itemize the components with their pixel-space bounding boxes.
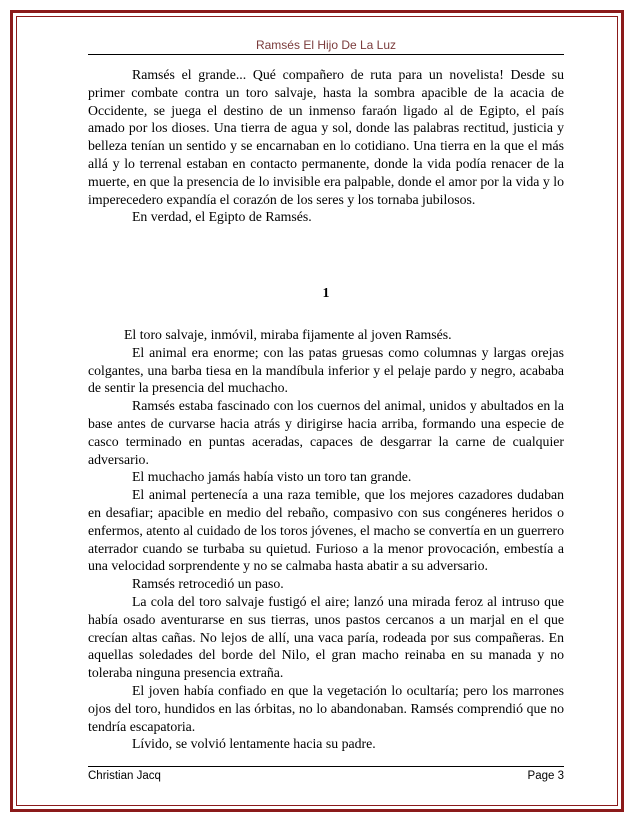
footer-author: Christian Jacq bbox=[88, 770, 161, 782]
chapter-paragraph: La cola del toro salvaje fustigó el aire; lanzó una mirada feroz al intruso que había osado aventurarse en sus tierras, unos pastos cercanos a un marjal en el que crecían altas cañas. No lejos de allí, una vaca paría, rodeada por sus compañeras. En aquellas soledades del borde del Nilo, el gran macho reinaba en su manada y no toleraba ninguna presencia extraña. bbox=[88, 593, 564, 681]
footer-page-number: Page 3 bbox=[527, 770, 564, 782]
chapter-paragraph: El animal era enorme; con las patas gruesas como columnas y largas orejas colgantes, una barba tiesa en la mandíbula inferior y el pelaje pardo y negro, acababa de sentir la presencia del muchacho. bbox=[88, 344, 564, 396]
chapter-number: 1 bbox=[322, 285, 330, 301]
footer-divider bbox=[88, 766, 564, 767]
chapter-paragraph: Ramsés estaba fascinado con los cuernos del animal, unidos y abultados en la base antes de curvarse hacia atrás y dirigirse hacia arriba, formando una especie de casco terminado en puntas aceradas, capaces de desgarrar la carne de cualquier adversario. bbox=[88, 398, 564, 467]
running-header: Ramsés El Hijo De La Luz bbox=[255, 38, 397, 52]
chapter-paragraph: Lívido, se volvió lentamente hacia su padre. bbox=[132, 736, 376, 752]
page-body bbox=[88, 66, 564, 753]
chapter-paragraph: Ramsés retrocedió un paso. bbox=[132, 576, 284, 592]
chapter-paragraph: El animal pertenecía a una raza temible, que los mejores cazadores dudaban en desafiar; apacible en medio del rebaño, compasivo con sus congéneres heridos o enfermos, atento al cuidado de los toros jóvenes, el macho se convertía en un guerrero aterrador cuando se turbaba su quietud. Furioso a la menor provocación, embestía a una velocidad sorprendente y no se calmaba hasta abatir a su adversario. bbox=[88, 487, 564, 574]
header-divider bbox=[88, 54, 564, 55]
intro-closing-line: En verdad, el Egipto de Ramsés. bbox=[132, 209, 312, 225]
chapter-paragraph: El toro salvaje, inmóvil, miraba fijamente al joven Ramsés. bbox=[124, 326, 452, 342]
chapter-paragraph: El joven había confiado en que la vegetación lo ocultaría; pero los marrones ojos del toro, hundidos en las órbitas, no lo abandonaban. Ramsés comprendió que no tendría escapatoria. bbox=[88, 682, 564, 734]
chapter-paragraph: El muchacho jamás había visto un toro tan grande. bbox=[132, 469, 412, 485]
intro-paragraph: Ramsés el grande... Qué compañero de ruta para un novelista! Desde su primer combate contra un toro salvaje, hasta la sombra apacible de la acacia de Occidente, se juega el destino de un inmenso faraón ligado al de Egipto, el país amado por los dioses. Una tierra de agua y sol, donde las palabras rectitud, justicia y belleza tenían un sentido y se encarnaban en lo cotidiano. Una tierra en la que el más allá y lo terrenal estaban en contacto permanente, donde la vida podía renacer de la muerte, en que la presencia de lo invisible era palpable, donde el amor por la vida y lo imperecedero expandía el corazón de los seres y los tornaba jubilosos. bbox=[88, 67, 564, 207]
